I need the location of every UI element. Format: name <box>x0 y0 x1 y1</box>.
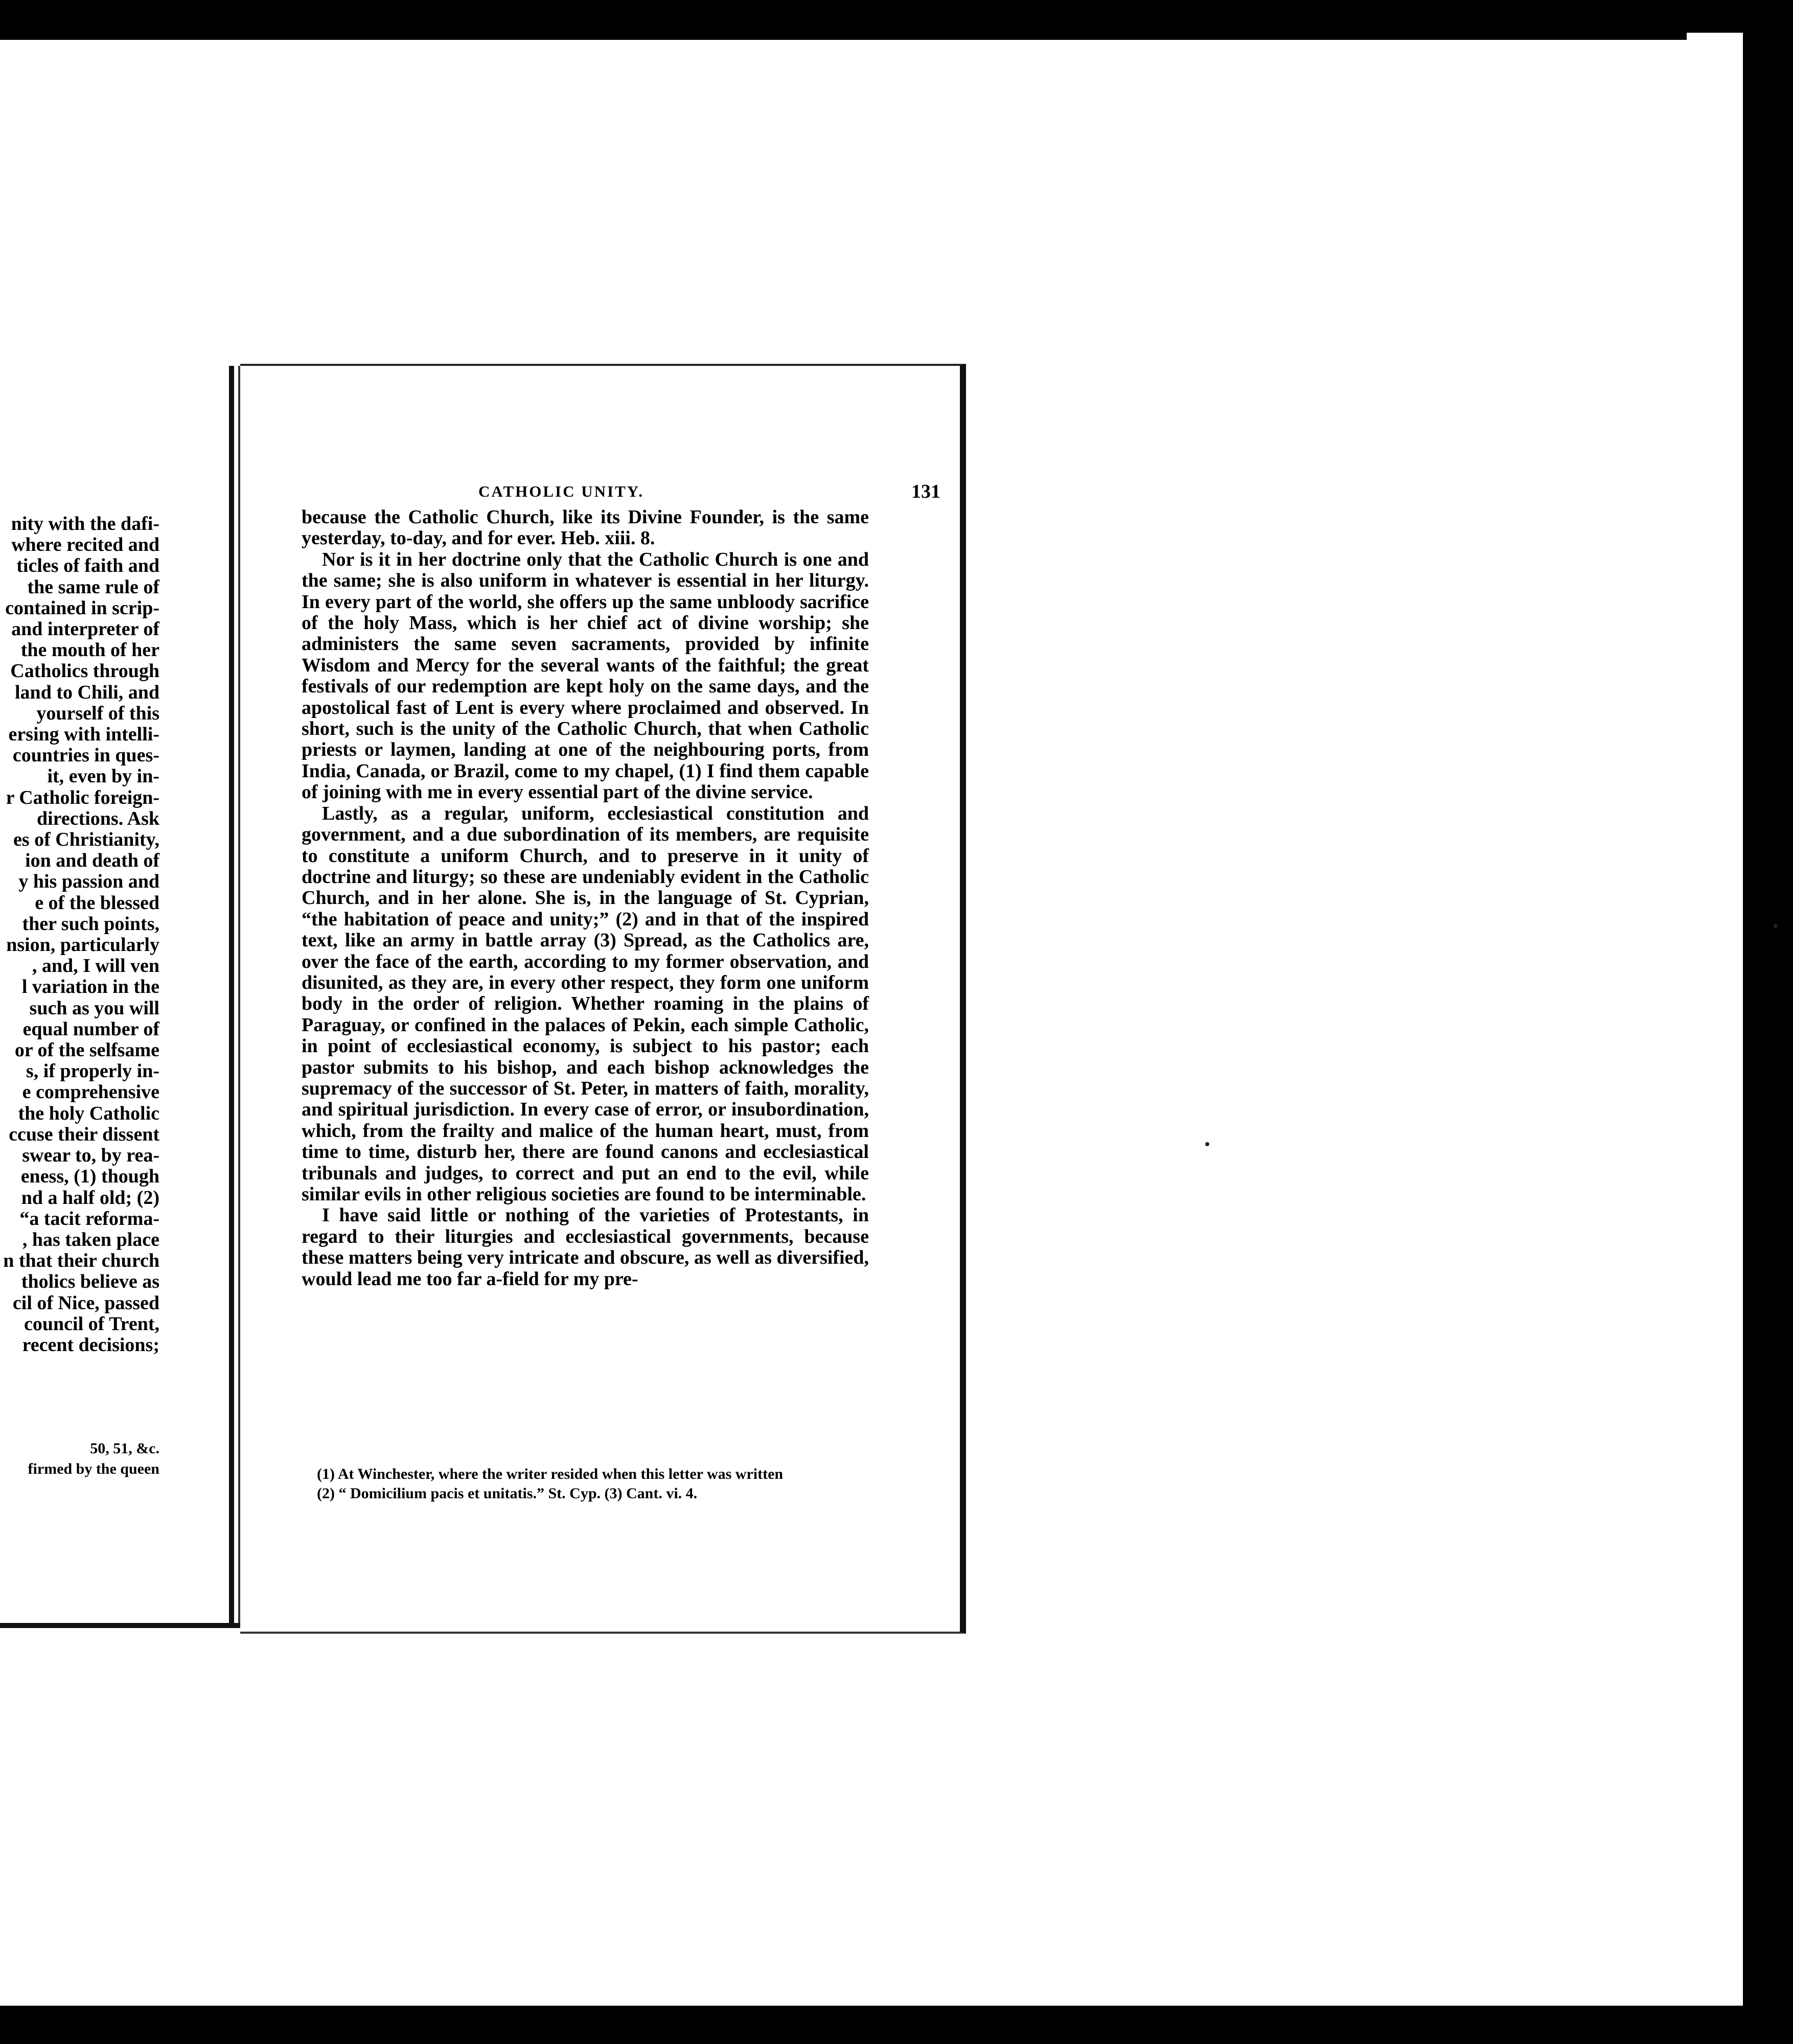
speck <box>1205 1142 1209 1146</box>
left-page-line: the same rule of <box>27 576 159 598</box>
left-page-line: y his passion and <box>18 871 159 893</box>
left-page-footnote: 50, 51, &c. <box>90 1440 159 1457</box>
scan-border-right <box>1743 0 1793 2044</box>
left-page-line: the holy Catholic <box>18 1102 159 1124</box>
left-page <box>0 368 236 1625</box>
scan-border-top <box>0 0 1793 40</box>
left-page-line: e comprehensive <box>22 1081 159 1103</box>
left-page-line: cil of Nice, passed <box>12 1292 159 1314</box>
left-page-line: countries in ques- <box>12 745 159 766</box>
left-page-line: nity with the dafi- <box>11 513 159 535</box>
left-page-line: directions. Ask <box>36 807 159 829</box>
left-page-line: e of the blessed <box>35 892 159 914</box>
left-page-line: it, even by in- <box>47 765 159 787</box>
scan-margin <box>1687 33 1743 2015</box>
left-page-line: es of Christianity, <box>13 829 159 851</box>
left-page-footnote: firmed by the queen <box>28 1460 159 1477</box>
page-number: 131 <box>911 481 940 502</box>
left-page-line: ion and death of <box>25 850 159 872</box>
book-gutter <box>229 366 234 1623</box>
left-page-line: equal number of <box>22 1018 159 1040</box>
paragraph: because the Catholic Church, like its Divine Founder, is the same yesterday, to-day, and for ever. Heb. xiii. 8. <box>302 506 869 549</box>
left-page-line: Catholics through <box>10 660 159 682</box>
page-header <box>240 481 940 505</box>
left-page-line: the mouth of her <box>20 639 159 661</box>
left-page-line: where recited and <box>11 534 159 556</box>
left-page-line: ticles of faith and <box>16 555 159 577</box>
left-page-line: contained in scrip- <box>5 597 159 619</box>
left-page-line: “a tacit reforma- <box>19 1207 159 1229</box>
page-body <box>302 507 869 1290</box>
left-page-line: ccuse their dissent <box>9 1123 159 1145</box>
left-page-line: ersing with intelli- <box>8 724 159 746</box>
left-page-line: and interpreter of <box>11 618 159 640</box>
left-page-line: s, if properly in- <box>26 1060 159 1082</box>
left-page-line: eness, (1) though <box>20 1166 159 1188</box>
left-page-line: swear to, by rea- <box>22 1145 159 1167</box>
left-page-line: or of the selfsame <box>14 1039 159 1061</box>
left-page-line: ther such points, <box>22 913 159 935</box>
left-page-line: recent decisions; <box>22 1334 159 1356</box>
left-page-line: council of Trent, <box>24 1313 159 1335</box>
left-page-line: n that their church <box>3 1250 159 1272</box>
left-page-line: yourself of this <box>36 702 159 724</box>
left-page-text <box>0 514 159 1356</box>
right-page <box>240 364 966 1634</box>
left-page-line: , and, I will ven <box>32 955 159 977</box>
footnote: (2) “ Domicilium pacis et unitatis.” St. Cyp. (3) Cant. vi. 4. <box>317 1485 698 1502</box>
footnote: (1) At Winchester, where the writer resided when this letter was written <box>317 1466 784 1482</box>
speck <box>1774 924 1778 928</box>
left-page-line: r Catholic foreign- <box>6 786 159 808</box>
scan-border-bottom <box>0 2006 1793 2044</box>
left-page-line: nsion, particularly <box>6 934 159 956</box>
footnotes <box>317 1465 869 1503</box>
left-page-line: , has taken place <box>22 1228 159 1250</box>
left-page-line: such as you will <box>29 997 159 1019</box>
left-page-line: nd a half old; (2) <box>21 1187 159 1209</box>
paragraph: Nor is it in her doctrine only that the Catholic Church is one and the same; she is also uniform in whatever is essential in her liturgy. In every part of the world, she offers up the same unbloody sacrifice of the holy Mass, which is her chief act of divine worship; she administers the same seven sacraments, provided by infinite Wisdom and Mercy for the several wants of the faithful; the great festivals of our redemption are kept holy on the same days, and the apostolical fast of Lent is every where proclaimed and observed. In short, such is the unity of the Catholic Church, that when Catholic priests or laymen, landing at one of the neighbouring ports, from India, Canada, or Brazil, come to my chapel, (1) I find them capable of joining with me in every essential part of the divine service. <box>302 548 869 803</box>
running-head: CATHOLIC UNITY. <box>478 482 645 500</box>
paragraph: I have said little or nothing of the varieties of Protestants, in regard to their liturgies and ecclesiastical governments, because these matters being very intricate and obscure, as well as diversified, would lead me too far a-field for my pre- <box>302 1204 869 1290</box>
left-page-line: tholics believe as <box>21 1271 159 1293</box>
left-page-line: land to Chili, and <box>15 681 159 703</box>
left-page-footnotes <box>0 1438 159 1479</box>
left-page-line: l variation in the <box>21 976 159 998</box>
paragraph: Lastly, as a regular, uniform, ecclesiastical constitution and government, and a due subordination of its members, are requisite to constitute a uniform Church, and to preserve in it unity of doctrine and liturgy; so these are undeniably evident in the Catholic Church, and in her alone. She is, in the language of St. Cyprian, “the habitation of peace and unity;” (2) and in that of the inspired text, like an army in battle array (3) Spread, as the Catholics are, over the face of the earth, according to my former observation, and disunited, as they are, in every other respect, they form one uniform body in the order of religion. Whether roaming in the plains of Paraguay, or confined in the palaces of Pekin, each simple Catholic, in point of ecclesiastical economy, is subject to his pastor; each pastor submits to his bishop, and each bishop acknowledges the supremacy of the successor of St. Peter, in matters of faith, morality, and spiritual jurisdiction. In every case of error, or insubordination, which, from the frailty and malice of the human heart, must, from time to time, disturb her, there are found canons and ecclesiastical tribunals and judges, to correct and put an end to the evil, while similar evils in other religious societies are found to be interminable. <box>302 802 869 1205</box>
